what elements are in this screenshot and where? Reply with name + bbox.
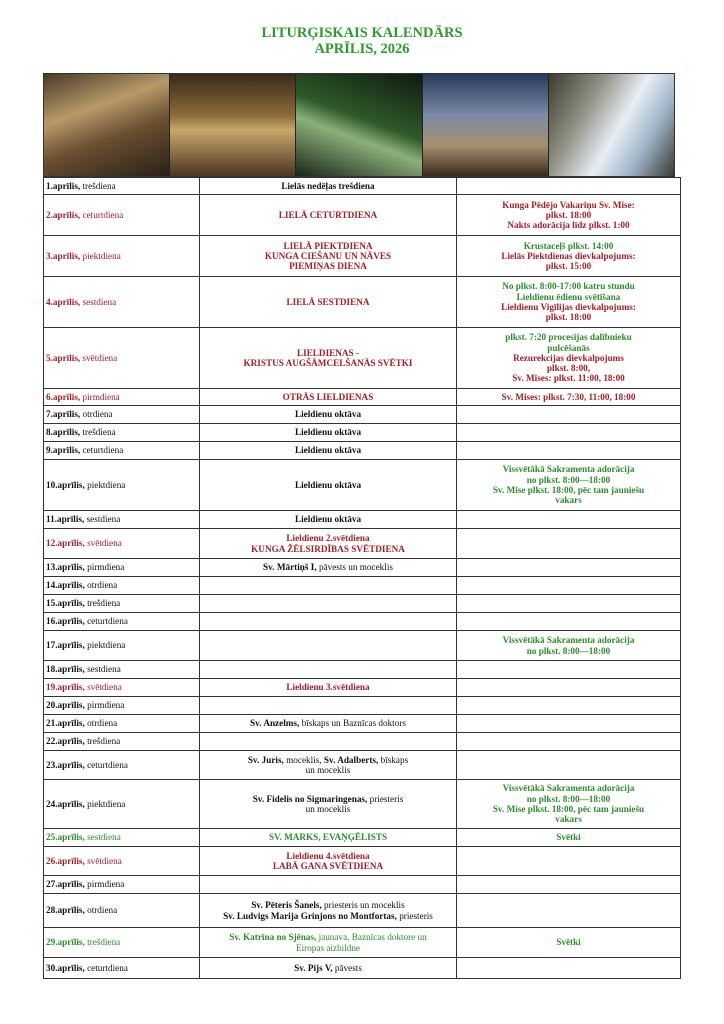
weekday-label: ceturtdiena <box>80 445 124 456</box>
calendar-row <box>44 328 681 389</box>
date-cell <box>44 847 200 876</box>
date-label: 18.aprīlis, <box>46 664 85 675</box>
feast-line <box>202 251 454 261</box>
image-last-supper <box>170 74 296 176</box>
events-cell <box>457 928 681 958</box>
feast-text: LIELĀ SESTDIENA <box>286 296 370 307</box>
date-label: 23.aprīlis, <box>46 759 85 770</box>
feast-line <box>202 480 454 490</box>
date-label: 13.aprīlis, <box>46 562 85 573</box>
feast-cell <box>200 751 457 780</box>
events-cell <box>457 424 681 442</box>
weekday-label: pirmdiena <box>84 879 125 890</box>
date-cell <box>44 442 200 460</box>
calendar-row <box>44 679 681 697</box>
feast-cell <box>200 236 457 277</box>
feast-line <box>202 851 454 861</box>
feast-text: KRISTUS AUGŠĀMCELŠANĀS SVĒTKI <box>243 358 413 368</box>
feast-text: Sv. Fidelis no Sigmaringenas, <box>252 793 368 804</box>
feast-line <box>202 765 454 775</box>
calendar-row <box>44 661 681 679</box>
weekday-label: sestdiena <box>84 664 121 675</box>
events-cell <box>457 751 681 780</box>
date-label: 30.aprīlis, <box>46 962 85 973</box>
feast-text: Lieldienu oktāva <box>294 427 362 438</box>
image-crucifixion <box>423 74 549 176</box>
feast-cell <box>200 559 457 577</box>
feast-cell <box>200 577 457 595</box>
date-cell <box>44 559 200 577</box>
events-cell <box>457 559 681 577</box>
calendar-row <box>44 529 681 559</box>
feast-detail: moceklis, <box>283 754 324 765</box>
date-cell <box>44 328 200 389</box>
event-line: vakars <box>555 495 582 506</box>
feast-text: Sv. Mārtiņš I, <box>263 562 317 573</box>
date-label: 2.aprīlis, <box>46 209 81 220</box>
event-line: plkst. 7:20 procesijas dalībnieku <box>505 332 632 343</box>
event-line: Rezurekcijas dievkalpojums <box>513 352 624 363</box>
feast-cell <box>200 328 457 389</box>
date-cell <box>44 829 200 847</box>
feast-line <box>202 900 454 910</box>
feast-cell <box>200 829 457 847</box>
date-label: 6.aprīlis, <box>46 391 81 402</box>
feast-text: PIEMIŅAS DIENA <box>289 261 367 272</box>
events-cell <box>457 442 681 460</box>
date-label: 9.aprīlis, <box>46 445 81 456</box>
feast-cell <box>200 894 457 928</box>
feast-line <box>202 861 454 871</box>
feast-cell <box>200 697 457 715</box>
events-cell <box>457 406 681 424</box>
feast-line <box>202 755 454 765</box>
date-label: 20.aprīlis, <box>46 700 85 711</box>
events-cell <box>457 195 681 236</box>
feast-text: KUNGA CIEŠANU UN NĀVES <box>264 250 392 261</box>
event-line: Lieldienu ēdienu svētīšana <box>516 291 621 302</box>
feast-line <box>202 682 454 692</box>
date-label: 15.aprīlis, <box>46 598 85 609</box>
events-cell <box>457 613 681 631</box>
feast-line <box>202 348 454 358</box>
date-cell <box>44 460 200 511</box>
feast-line <box>202 358 454 368</box>
events-cell <box>457 529 681 559</box>
feast-line <box>202 514 454 524</box>
date-label: 24.aprīlis, <box>46 798 85 809</box>
date-label: 7.aprīlis, <box>46 409 81 420</box>
weekday-label: svētdiena <box>84 538 122 549</box>
feast-cell <box>200 511 457 529</box>
event-line: plkst. 15:00 <box>545 261 592 272</box>
weekday-label: otrdiena <box>84 718 118 729</box>
weekday-label: pirmdiena <box>84 562 125 573</box>
feast-text: LIELDIENAS - <box>296 347 360 358</box>
feast-cell <box>200 277 457 328</box>
weekday-label: ceturtdiena <box>84 616 128 627</box>
feast-cell <box>200 424 457 442</box>
feast-cell <box>200 595 457 613</box>
image-resurrection <box>549 74 674 176</box>
date-cell <box>44 928 200 958</box>
feast-line <box>202 181 454 191</box>
feast-cell <box>200 613 457 631</box>
calendar-row <box>44 894 681 928</box>
event-line: plkst. 8:00, <box>546 363 591 374</box>
event-line: no plkst. 8:00—18:00 <box>526 645 611 656</box>
weekday-label: trešdiena <box>84 937 121 948</box>
event-line: plkst. 18:00 <box>545 209 592 220</box>
events-cell <box>457 679 681 697</box>
calendar-row <box>44 829 681 847</box>
date-cell <box>44 277 200 328</box>
feast-text: Sv. Pēteris Šanels, <box>251 900 322 911</box>
feast-cell <box>200 958 457 979</box>
feast-line <box>202 832 454 842</box>
date-cell <box>44 577 200 595</box>
date-cell <box>44 406 200 424</box>
events-cell <box>457 780 681 829</box>
calendar-row <box>44 958 681 979</box>
weekday-label: svētdiena <box>84 855 122 866</box>
feast-line <box>202 804 454 814</box>
date-label: 16.aprīlis, <box>46 616 85 627</box>
feast-line <box>202 943 454 953</box>
date-label: 12.aprīlis, <box>46 538 85 549</box>
event-line: Vissvētākā Sakramenta adorācija <box>502 464 635 475</box>
date-label: 26.aprīlis, <box>46 855 85 866</box>
calendar-row <box>44 928 681 958</box>
feast-text: Lieldienu 3.svētdiena <box>286 682 370 693</box>
feast-detail: pāvests un moceklis <box>316 562 393 573</box>
feast-cell <box>200 928 457 958</box>
event-line: Sv. Mise plkst. 18:00, pēc tam jauniešu <box>492 804 645 814</box>
event-line: plkst. 18:00 <box>545 312 592 323</box>
feast-text: Sv. Juris, <box>247 754 284 765</box>
date-cell <box>44 613 200 631</box>
date-label: 4.aprīlis, <box>46 296 81 307</box>
feast-cell <box>200 661 457 679</box>
date-label: 5.aprīlis, <box>46 352 81 363</box>
feast-text: Lieldienu 4.svētdiena <box>286 850 370 861</box>
events-cell <box>457 958 681 979</box>
calendar-row <box>44 733 681 751</box>
calendar-row <box>44 751 681 780</box>
feast-cell <box>200 460 457 511</box>
date-cell <box>44 958 200 979</box>
date-cell <box>44 595 200 613</box>
feast-text: LABĀ GANA SVĒTDIENA <box>272 861 384 871</box>
feast-text: LIELĀ PIEKTDIENA <box>283 240 373 251</box>
date-label: 14.aprīlis, <box>46 580 85 591</box>
weekday-label: trešdiena <box>80 427 116 438</box>
weekday-label: svētdiena <box>84 682 122 693</box>
events-cell <box>457 876 681 894</box>
feast-text: Sv. Ludvigs Marija Grinjons no Montfortas, <box>223 910 397 921</box>
feast-line <box>202 963 454 973</box>
date-label: 22.aprīlis, <box>46 736 85 747</box>
feast-cell <box>200 195 457 236</box>
page-subtitle: APRĪLIS, 2026 <box>314 41 410 57</box>
feast-text: Lieldienu oktāva <box>294 445 362 456</box>
event-line: Sv. Mises: plkst. 11:00, 18:00 <box>512 373 625 384</box>
calendar-row <box>44 195 681 236</box>
event-line: no plkst. 8:00—18:00 <box>526 793 611 804</box>
feast-line <box>202 297 454 307</box>
events-cell <box>457 460 681 511</box>
date-label: 28.aprīlis, <box>46 905 85 916</box>
date-label: 17.aprīlis, <box>46 640 85 651</box>
feast-text: SV. MARKS, EVAŅĢĒLISTS <box>268 832 388 843</box>
event-line: vakars <box>555 814 582 825</box>
feast-text: un moceklis <box>305 804 351 814</box>
feast-cell <box>200 631 457 661</box>
feast-text: LIELĀ CETURTDIENA <box>278 209 378 220</box>
calendar-row <box>44 424 681 442</box>
date-cell <box>44 715 200 733</box>
feast-line <box>202 210 454 220</box>
calendar-row <box>44 511 681 529</box>
date-cell <box>44 780 200 829</box>
date-cell <box>44 661 200 679</box>
events-cell <box>457 715 681 733</box>
weekday-label: ceturtdiena <box>84 759 128 770</box>
page-title: LITURĢISKAIS KALENDĀRS <box>261 25 463 41</box>
date-label: 8.aprīlis, <box>46 427 81 438</box>
date-cell <box>44 389 200 406</box>
calendar-row <box>44 715 681 733</box>
calendar-row <box>44 780 681 829</box>
event-line: no plkst. 8:00—18:00 <box>526 474 611 485</box>
feast-detail: priesteris <box>367 793 404 804</box>
feast-text: un moceklis <box>305 765 351 775</box>
events-cell <box>457 178 681 195</box>
date-cell <box>44 195 200 236</box>
feast-line <box>202 533 454 543</box>
feast-cell <box>200 529 457 559</box>
feast-cell <box>200 780 457 829</box>
calendar-row <box>44 577 681 595</box>
date-cell <box>44 529 200 559</box>
weekday-label: trešdiena <box>84 598 121 609</box>
events-cell <box>457 328 681 389</box>
date-label: 3.aprīlis, <box>46 250 81 261</box>
date-cell <box>44 876 200 894</box>
date-label: 29.aprīlis, <box>46 937 85 948</box>
weekday-label: otrdiena <box>84 580 118 591</box>
date-cell <box>44 631 200 661</box>
event-line: Vissvētākā Sakramenta adorācija <box>502 783 635 794</box>
date-cell <box>44 894 200 928</box>
feast-line <box>202 932 454 942</box>
events-cell <box>457 661 681 679</box>
date-cell <box>44 236 200 277</box>
feast-detail: jaunava, Baznīcas doktore un <box>316 932 427 943</box>
feast-text: Eiropas aizbildne <box>295 942 361 953</box>
feast-line <box>202 911 454 921</box>
feast-line <box>202 392 454 402</box>
date-label: 11.aprīlis, <box>46 514 85 525</box>
feast-text: Sv. Pijs V, <box>294 962 333 973</box>
date-cell <box>44 178 200 195</box>
feast-cell <box>200 715 457 733</box>
weekday-label: piektdiena <box>84 640 126 651</box>
date-cell <box>44 751 200 780</box>
calendar-row <box>44 389 681 406</box>
weekday-label: sestdiena <box>80 296 117 307</box>
image-gethsemane <box>296 74 422 176</box>
weekday-label: pirmdiena <box>80 391 120 402</box>
date-label: 1.aprīlis, <box>46 180 81 191</box>
events-cell <box>457 894 681 928</box>
feast-cell <box>200 442 457 460</box>
image-entry-jerusalem <box>44 74 170 176</box>
weekday-label: piektdiena <box>84 479 126 490</box>
calendar-row <box>44 178 681 195</box>
date-label: 19.aprīlis, <box>46 682 85 693</box>
feast-detail: pāvests <box>332 962 362 973</box>
events-cell <box>457 277 681 328</box>
feast-text: Lieldienu oktāva <box>294 514 362 525</box>
event-line: Nakts adorācija līdz plkst. 1:00 <box>507 220 630 231</box>
feast-cell <box>200 406 457 424</box>
feast-cell <box>200 389 457 406</box>
weekday-label: sestdiena <box>84 514 121 525</box>
feast-detail: priesteris un moceklis <box>321 900 405 911</box>
feast-line <box>202 794 454 804</box>
calendar-row <box>44 559 681 577</box>
weekday-label: pirmdiena <box>84 700 125 711</box>
feast-detail: bīskaps un Baznīcas doktors <box>299 718 406 729</box>
feast-text: KUNGA ŽĒLSIRDĪBAS SVĒTDIENA <box>251 543 405 554</box>
calendar-row <box>44 460 681 511</box>
calendar-row <box>44 613 681 631</box>
feast-text: Lieldienu oktāva <box>294 479 362 490</box>
feast-cell <box>200 679 457 697</box>
calendar-row <box>44 406 681 424</box>
events-cell <box>457 847 681 876</box>
feast-line <box>202 544 454 554</box>
feast-line <box>202 562 454 572</box>
date-cell <box>44 511 200 529</box>
calendar-row <box>44 847 681 876</box>
feast-text: Lielās nedēļas trešdiena <box>281 180 375 191</box>
event-line: No plkst. 8:00-17:00 katru stundu <box>502 281 635 292</box>
calendar-row <box>44 697 681 715</box>
event-line: Kunga Pēdējo Vakariņu Sv. Mise: <box>502 199 635 210</box>
events-cell <box>457 829 681 847</box>
weekday-label: trešdiena <box>84 736 121 747</box>
events-cell <box>457 577 681 595</box>
feast-line <box>202 427 454 437</box>
weekday-label: otrdiena <box>84 905 118 916</box>
weekday-label: otrdiena <box>80 409 113 420</box>
feast-cell <box>200 733 457 751</box>
date-cell <box>44 697 200 715</box>
feast-cell <box>200 876 457 894</box>
weekday-label: piektdiena <box>84 798 126 809</box>
calendar-row <box>44 236 681 277</box>
date-cell <box>44 733 200 751</box>
event-line: Lieldienu Vigīlijas dievkalpojums: <box>501 302 636 312</box>
feast-detail: priesteris <box>396 910 433 921</box>
event-line: pulcēšanās <box>547 342 590 353</box>
weekday-label: ceturtdiena <box>80 209 124 220</box>
events-cell <box>457 733 681 751</box>
feast-detail: bīskaps <box>378 754 409 765</box>
event-line: Svētki <box>556 937 581 948</box>
calendar-row <box>44 595 681 613</box>
feast-text: Sv. Adalberts, <box>323 754 379 765</box>
feast-line <box>202 445 454 455</box>
feast-text: Lieldienu 2.svētdiena <box>286 533 370 544</box>
feast-text: Sv. Anzelms, <box>250 718 300 729</box>
calendar-table <box>43 177 681 979</box>
feast-text: OTRĀS LIELDIENAS <box>282 391 374 402</box>
date-label: 21.aprīlis, <box>46 718 85 729</box>
weekday-label: sestdiena <box>84 832 121 843</box>
date-label: 25.aprīlis, <box>46 832 85 843</box>
feast-line <box>202 718 454 728</box>
events-cell <box>457 389 681 406</box>
event-line: Lielās Piektdienas dievkalpojums: <box>501 250 636 261</box>
date-label: 27.aprīlis, <box>46 879 85 890</box>
date-cell <box>44 679 200 697</box>
events-cell <box>457 697 681 715</box>
feast-text: Sv. Katrīna no Sjēnas, <box>229 932 317 943</box>
feast-text: Lieldienu oktāva <box>294 409 362 420</box>
weekday-label: piektdiena <box>80 250 121 261</box>
date-cell <box>44 424 200 442</box>
event-line: Svētki <box>556 832 581 843</box>
feast-cell <box>200 847 457 876</box>
events-cell <box>457 631 681 661</box>
weekday-label: ceturtdiena <box>84 962 128 973</box>
feast-cell <box>200 178 457 195</box>
calendar-row <box>44 277 681 328</box>
event-line: Sv. Mises: plkst. 7:30, 11:00, 18:00 <box>501 391 636 402</box>
header-image-strip <box>43 73 675 177</box>
calendar-row <box>44 631 681 661</box>
event-line: Krustaceļš plkst. 14:00 <box>523 240 614 251</box>
calendar-row <box>44 442 681 460</box>
event-line: Sv. Mise plkst. 18:00, pēc tam jauniešu <box>492 485 645 495</box>
event-line: Vissvētākā Sakramenta adorācija <box>502 635 635 646</box>
date-label: 10.aprīlis, <box>46 479 85 490</box>
calendar-row <box>44 876 681 894</box>
feast-line <box>202 409 454 419</box>
weekday-label: trešdiena <box>80 180 116 191</box>
events-cell <box>457 236 681 277</box>
feast-line <box>202 261 454 271</box>
weekday-label: svētdiena <box>80 352 118 363</box>
events-cell <box>457 511 681 529</box>
events-cell <box>457 595 681 613</box>
feast-line <box>202 241 454 251</box>
